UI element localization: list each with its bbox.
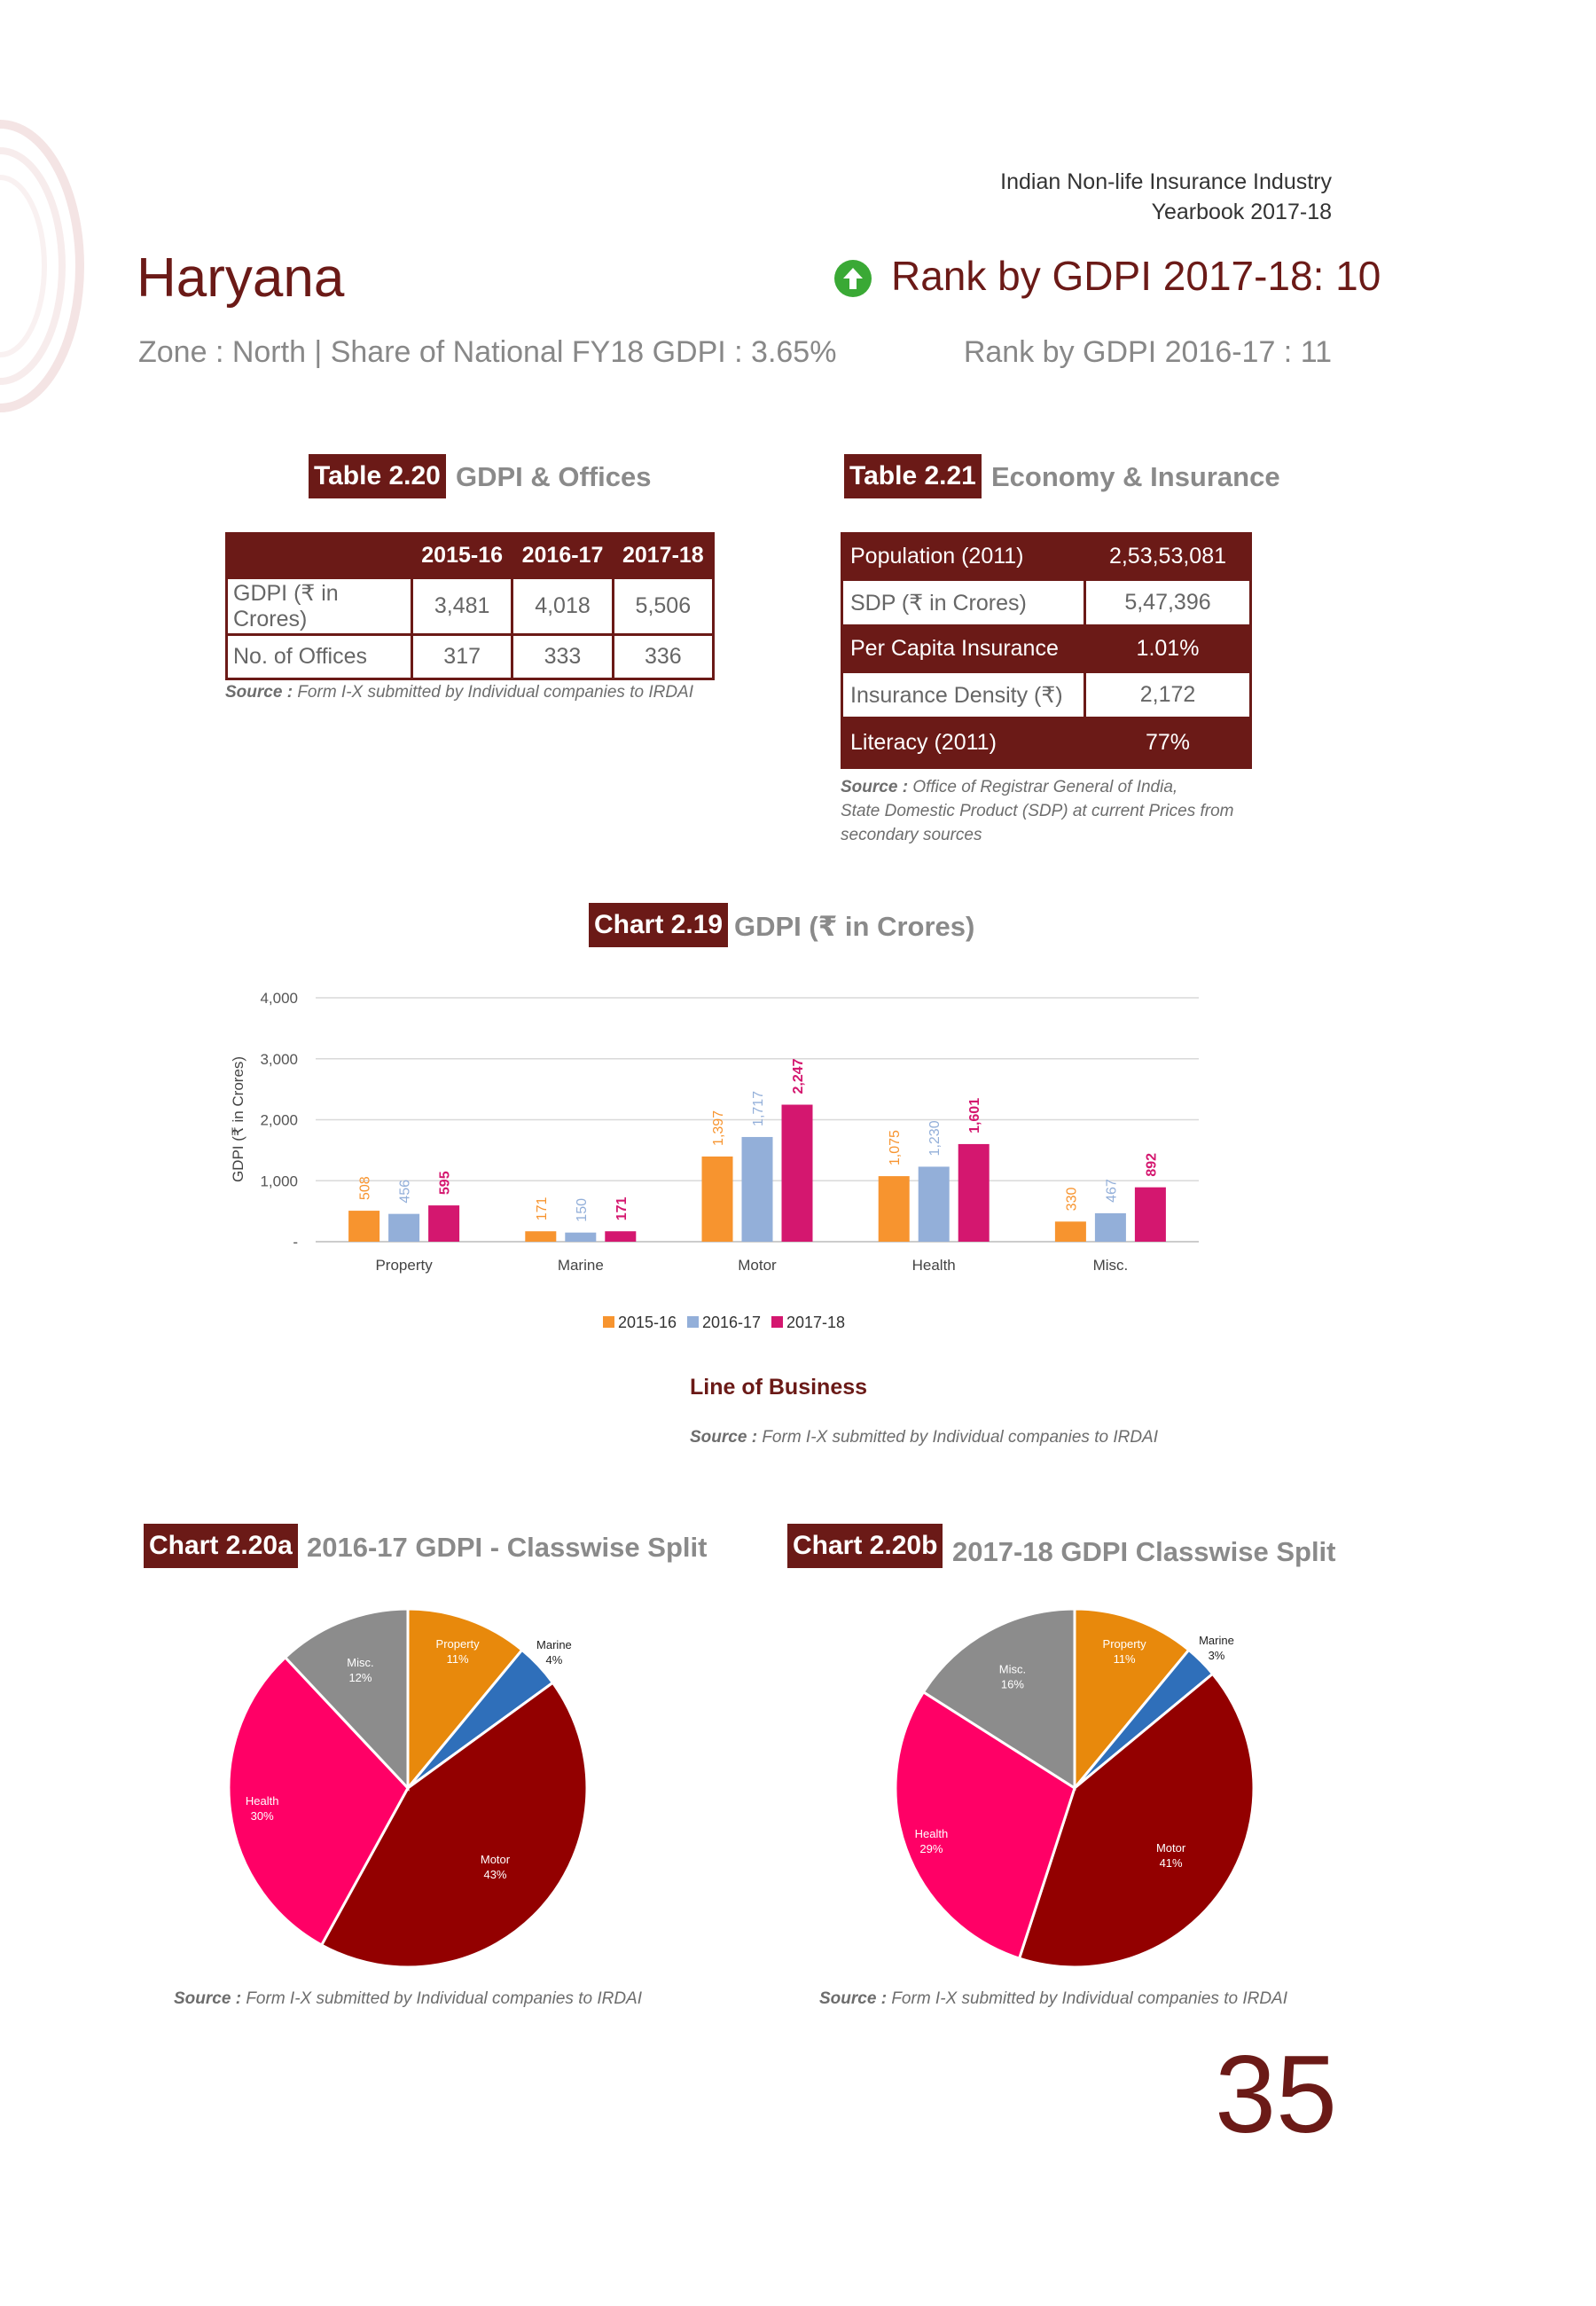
pie-slice-percent: 3% [1208, 1649, 1225, 1663]
bar-value-label: 1,397 [711, 1110, 726, 1146]
table-cell: 2,53,53,081 [1085, 534, 1251, 580]
chart-2-20b-tag: Chart 2.20b [787, 1524, 943, 1568]
bar-value-label: 171 [614, 1196, 630, 1221]
table-cell: 2,172 [1085, 672, 1251, 718]
row-label: GDPI (₹ in Crores) [227, 578, 412, 635]
chart-2-19-tag: Chart 2.19 [589, 903, 728, 947]
pie-slice-percent: 11% [446, 1652, 469, 1667]
header-line-1: Indian Non-life Insurance Industry [1000, 169, 1332, 194]
table-cell: 336 [613, 635, 713, 679]
pie-slice-name: Motor [480, 1852, 511, 1866]
table-cell: 3,481 [412, 578, 512, 635]
pie-slice-percent: 29% [919, 1842, 943, 1856]
chart-2-20a-title: 2016-17 GDPI - Classwise Split [307, 1532, 708, 1563]
table-2-21-title: Economy & Insurance [991, 461, 1280, 492]
bar [879, 1176, 910, 1242]
y-axis-label: GDPI (₹ in Crores) [230, 1055, 246, 1183]
rank-previous: Rank by GDPI 2016-17 : 11 [963, 335, 1332, 369]
bar-value-label: 1,075 [888, 1130, 904, 1166]
table-2-20-title: GDPI & Offices [456, 461, 652, 492]
pie-slice-percent: 41% [1159, 1855, 1183, 1870]
y-tick-label: 1,000 [260, 1173, 298, 1190]
chart-2-20b-source [819, 1989, 1287, 2009]
bar [348, 1211, 379, 1242]
pie-slice-name: Health [914, 1827, 949, 1841]
source-label: Source : [225, 683, 293, 702]
chart-2-20a-source [174, 1989, 642, 2009]
legend-label: 2017-18 [786, 1314, 846, 1331]
source-text: Form I-X submitted by Individual companies to IRDAI [762, 1428, 1158, 1447]
bar-value-label: 467 [1104, 1179, 1120, 1203]
table-cell: 4,018 [512, 578, 613, 635]
pie-chart-2016-17 [222, 1596, 594, 1978]
pie-slice-name: Misc. [347, 1655, 374, 1669]
table-cell: 333 [512, 635, 613, 679]
source-text-3: secondary sources [841, 826, 982, 844]
legend-label: 2015-16 [618, 1314, 677, 1331]
source-label: Source : [174, 1989, 242, 2008]
pie-slice-name: Motor [1155, 1840, 1186, 1855]
bar-value-label: 892 [1144, 1152, 1160, 1177]
source-label: Source : [690, 1428, 758, 1447]
pie-slice-name: Misc. [998, 1662, 1027, 1676]
table-cell: 77% [1085, 718, 1251, 768]
bar [919, 1166, 950, 1242]
bar [782, 1105, 813, 1242]
row-label: SDP (₹ in Crores) [842, 580, 1085, 626]
bar-value-label: 508 [357, 1176, 373, 1201]
zone-share-line: Zone : North | Share of National FY18 GDPI : 3.65% [138, 335, 837, 369]
column-header: 2016-17 [512, 534, 613, 578]
legend-label: 2016-17 [702, 1314, 762, 1331]
table-cell: 5,47,396 [1085, 580, 1251, 626]
bar [1095, 1213, 1126, 1242]
bar-value-label: 456 [397, 1179, 413, 1204]
source-text: Form I-X submitted by Individual companies to IRDAI [297, 683, 693, 702]
bar [428, 1205, 459, 1242]
pie-slice-percent: 30% [250, 1808, 274, 1823]
row-label: Literacy (2011) [842, 718, 1085, 768]
chart-2-20b-title: 2017-18 GDPI Classwise Split [952, 1536, 1336, 1567]
bar-value-label: 171 [534, 1196, 550, 1221]
bar-value-label: 150 [574, 1197, 590, 1222]
row-label: Insurance Density (₹) [842, 672, 1085, 718]
source-text-2: State Domestic Product (SDP) at current Prices from [841, 802, 1234, 820]
y-tick-label: - [293, 1234, 298, 1251]
chart-2-19-xlabel: Line of Business [690, 1375, 868, 1400]
bar [1135, 1188, 1166, 1242]
pie-chart-2017-18 [888, 1596, 1261, 1978]
table-cell: 1.01% [1085, 626, 1251, 672]
pie-slice-percent: 12% [348, 1670, 372, 1684]
state-name: Haryana [137, 247, 345, 309]
bar-value-label: 330 [1064, 1187, 1080, 1212]
page-number: 35 [1215, 2034, 1337, 2156]
header-line-2: Yearbook 2017-18 [1151, 200, 1332, 224]
source-label: Source : [819, 1989, 888, 2008]
source-text: Form I-X submitted by Individual companies to IRDAI [891, 1989, 1287, 2008]
rank-current: Rank by GDPI 2017-18: 10 [891, 253, 1381, 299]
chart-2-19-title: GDPI (₹ in Crores) [734, 911, 975, 942]
bar [702, 1157, 733, 1242]
y-tick-label: 3,000 [260, 1050, 298, 1068]
pie-slice-percent: 16% [1000, 1677, 1024, 1691]
table-2-21-tag: Table 2.21 [844, 454, 982, 498]
table-cell: 5,506 [613, 578, 713, 635]
row-label: No. of Offices [227, 635, 412, 679]
bar-value-label: 2,247 [791, 1058, 806, 1094]
bar-value-label: 1,230 [927, 1120, 943, 1157]
table-cell: 317 [412, 635, 512, 679]
row-label: Per Capita Insurance [842, 626, 1085, 672]
bar [742, 1137, 773, 1242]
legend-swatch [771, 1316, 783, 1328]
column-header: 2017-18 [613, 534, 713, 578]
legend-swatch [687, 1316, 699, 1328]
x-tick-label: Motor [738, 1257, 777, 1274]
x-tick-label: Misc. [1092, 1257, 1129, 1274]
legend-swatch [603, 1316, 614, 1328]
x-tick-label: Health [911, 1257, 956, 1274]
source-text: Form I-X submitted by Individual companies to IRDAI [246, 1989, 642, 2008]
row-label: Population (2011) [842, 534, 1085, 580]
y-tick-label: 4,000 [260, 990, 298, 1007]
bar-value-label: 595 [437, 1171, 453, 1196]
x-tick-label: Property [375, 1257, 433, 1274]
chart-2-19-source [690, 1428, 1158, 1447]
pie-slice-name: Marine [536, 1638, 572, 1652]
column-header: 2015-16 [412, 534, 512, 578]
y-tick-label: 2,000 [260, 1111, 298, 1129]
bar-value-label: 1,601 [967, 1097, 983, 1133]
bar [388, 1214, 419, 1242]
pie-slice-name: Property [435, 1637, 480, 1651]
pie-slice-name: Health [245, 1793, 279, 1808]
source-text-1: Office of Registrar General of India, [912, 778, 1178, 796]
pie-slice-percent: 4% [545, 1653, 563, 1667]
bar [1055, 1221, 1086, 1242]
x-tick-label: Marine [557, 1257, 604, 1274]
pie-slice-name: Marine [1199, 1634, 1234, 1648]
bar [565, 1233, 596, 1242]
bar-value-label: 1,717 [751, 1090, 766, 1126]
pie-slice-percent: 43% [483, 1867, 507, 1881]
bar [958, 1144, 990, 1242]
pie-slice-percent: 11% [1113, 1652, 1136, 1667]
pie-slice-name: Property [1102, 1637, 1146, 1651]
bar [605, 1231, 636, 1242]
chart-2-20a-tag: Chart 2.20a [144, 1524, 298, 1568]
table-2-20-tag: Table 2.20 [309, 454, 446, 498]
bar [525, 1231, 556, 1242]
source-label: Source : [841, 778, 909, 796]
